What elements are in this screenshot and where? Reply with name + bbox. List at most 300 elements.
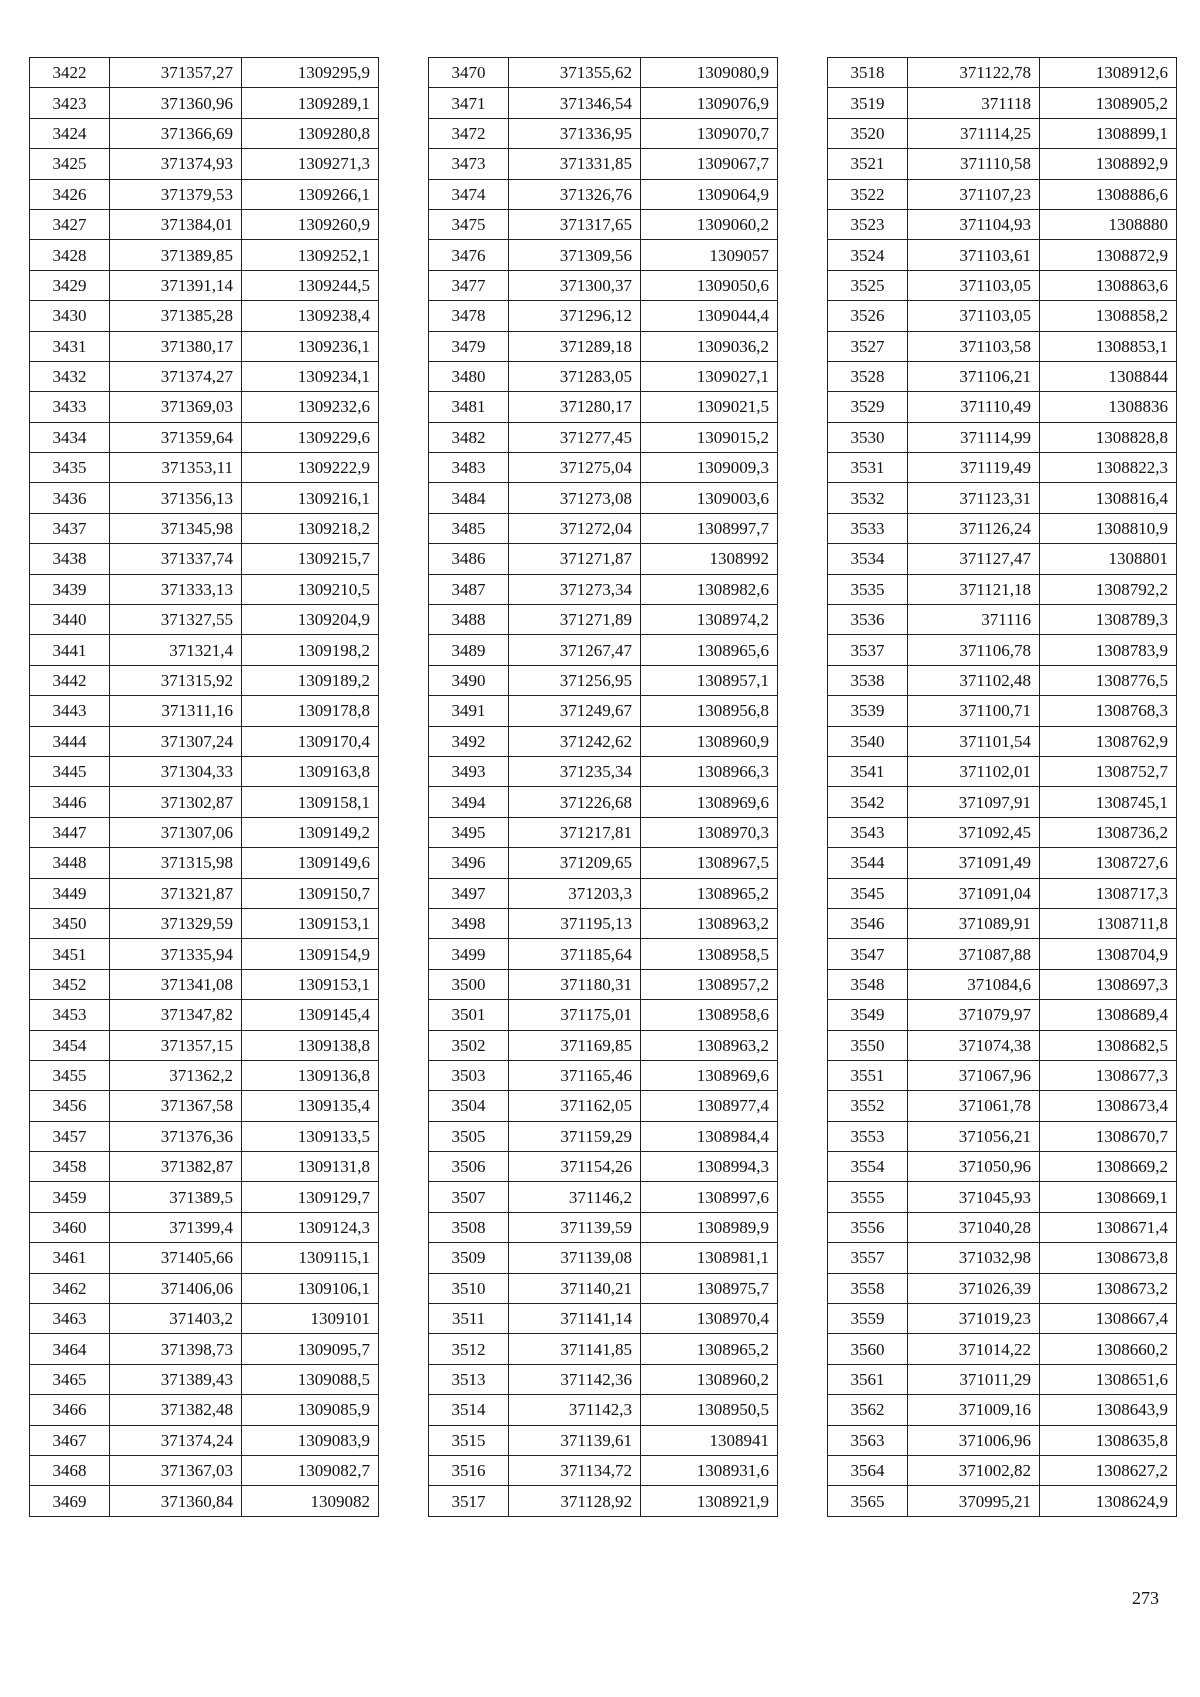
x-coordinate-cell: 371280,17 bbox=[509, 392, 641, 422]
x-coordinate-cell: 371114,99 bbox=[908, 422, 1040, 452]
y-coordinate-cell: 1309082 bbox=[242, 1486, 379, 1516]
table-row bbox=[429, 756, 778, 786]
x-coordinate-cell: 371360,96 bbox=[110, 88, 242, 118]
x-coordinate-cell: 371391,14 bbox=[110, 270, 242, 300]
y-coordinate-cell: 1309149,2 bbox=[242, 817, 379, 847]
x-coordinate-cell: 371159,29 bbox=[509, 1121, 641, 1151]
y-coordinate-cell: 1309222,9 bbox=[242, 453, 379, 483]
y-coordinate-cell: 1308957,1 bbox=[641, 665, 778, 695]
table-row bbox=[30, 908, 379, 938]
point-number-cell: 3529 bbox=[828, 392, 908, 422]
point-number-cell: 3512 bbox=[429, 1334, 509, 1364]
point-number-cell: 3436 bbox=[30, 483, 110, 513]
table-row bbox=[828, 817, 1177, 847]
point-number-cell: 3443 bbox=[30, 696, 110, 726]
x-coordinate-cell: 371249,67 bbox=[509, 696, 641, 726]
x-coordinate-cell: 371050,96 bbox=[908, 1152, 1040, 1182]
y-coordinate-cell: 1309003,6 bbox=[641, 483, 778, 513]
x-coordinate-cell: 371380,17 bbox=[110, 331, 242, 361]
point-number-cell: 3460 bbox=[30, 1212, 110, 1242]
point-number-cell: 3541 bbox=[828, 756, 908, 786]
table-row bbox=[429, 422, 778, 452]
point-number-cell: 3561 bbox=[828, 1364, 908, 1394]
x-coordinate-cell: 371346,54 bbox=[509, 88, 641, 118]
table-row bbox=[828, 483, 1177, 513]
y-coordinate-cell: 1308994,3 bbox=[641, 1152, 778, 1182]
x-coordinate-cell: 371141,85 bbox=[509, 1334, 641, 1364]
point-number-cell: 3509 bbox=[429, 1243, 509, 1273]
point-number-cell: 3491 bbox=[429, 696, 509, 726]
x-coordinate-cell: 371382,87 bbox=[110, 1152, 242, 1182]
x-coordinate-cell: 371104,93 bbox=[908, 209, 1040, 239]
x-coordinate-cell: 371134,72 bbox=[509, 1455, 641, 1485]
y-coordinate-cell: 1309154,9 bbox=[242, 939, 379, 969]
point-number-cell: 3464 bbox=[30, 1334, 110, 1364]
y-coordinate-cell: 1308965,2 bbox=[641, 878, 778, 908]
table-row bbox=[828, 331, 1177, 361]
table-row bbox=[828, 1060, 1177, 1090]
table-row bbox=[30, 149, 379, 179]
point-number-cell: 3473 bbox=[429, 149, 509, 179]
table-row bbox=[429, 696, 778, 726]
point-number-cell: 3546 bbox=[828, 908, 908, 938]
point-number-cell: 3495 bbox=[429, 817, 509, 847]
table-row bbox=[30, 969, 379, 999]
y-coordinate-cell: 1308905,2 bbox=[1040, 88, 1177, 118]
table-row bbox=[828, 179, 1177, 209]
x-coordinate-cell: 371399,4 bbox=[110, 1212, 242, 1242]
table-row bbox=[429, 209, 778, 239]
table-row bbox=[30, 270, 379, 300]
table-row bbox=[429, 88, 778, 118]
x-coordinate-cell: 371379,53 bbox=[110, 179, 242, 209]
table-row bbox=[30, 1182, 379, 1212]
point-number-cell: 3562 bbox=[828, 1395, 908, 1425]
y-coordinate-cell: 1308801 bbox=[1040, 544, 1177, 574]
table-row bbox=[828, 1334, 1177, 1364]
point-number-cell: 3503 bbox=[429, 1060, 509, 1090]
y-coordinate-cell: 1309271,3 bbox=[242, 149, 379, 179]
x-coordinate-cell: 371345,98 bbox=[110, 513, 242, 543]
y-coordinate-cell: 1308673,4 bbox=[1040, 1091, 1177, 1121]
table-row bbox=[429, 939, 778, 969]
point-number-cell: 3524 bbox=[828, 240, 908, 270]
point-number-cell: 3493 bbox=[429, 756, 509, 786]
table-row bbox=[429, 1121, 778, 1151]
table-row bbox=[828, 1182, 1177, 1212]
x-coordinate-cell: 371114,25 bbox=[908, 118, 1040, 148]
y-coordinate-cell: 1308669,1 bbox=[1040, 1182, 1177, 1212]
table-row bbox=[30, 939, 379, 969]
table-row bbox=[429, 1273, 778, 1303]
y-coordinate-cell: 1309036,2 bbox=[641, 331, 778, 361]
table-row bbox=[828, 787, 1177, 817]
table-row bbox=[828, 1243, 1177, 1273]
x-coordinate-cell: 371242,62 bbox=[509, 726, 641, 756]
table-row bbox=[30, 696, 379, 726]
page-number: 273 bbox=[1132, 1588, 1159, 1608]
table-row bbox=[30, 1334, 379, 1364]
point-number-cell: 3531 bbox=[828, 453, 908, 483]
point-number-cell: 3455 bbox=[30, 1060, 110, 1090]
y-coordinate-cell: 1309131,8 bbox=[242, 1152, 379, 1182]
y-coordinate-cell: 1308912,6 bbox=[1040, 58, 1177, 88]
x-coordinate-cell: 371139,61 bbox=[509, 1425, 641, 1455]
table-row bbox=[828, 301, 1177, 331]
point-number-cell: 3554 bbox=[828, 1152, 908, 1182]
x-coordinate-cell: 371110,58 bbox=[908, 149, 1040, 179]
point-number-cell: 3514 bbox=[429, 1395, 509, 1425]
table-row bbox=[828, 118, 1177, 148]
table-row bbox=[30, 817, 379, 847]
y-coordinate-cell: 1309163,8 bbox=[242, 756, 379, 786]
y-coordinate-cell: 1308997,6 bbox=[641, 1182, 778, 1212]
y-coordinate-cell: 1309210,5 bbox=[242, 574, 379, 604]
x-coordinate-cell: 371321,4 bbox=[110, 635, 242, 665]
point-number-cell: 3480 bbox=[429, 361, 509, 391]
table-row bbox=[30, 726, 379, 756]
table-row bbox=[30, 1304, 379, 1334]
point-number-cell: 3428 bbox=[30, 240, 110, 270]
y-coordinate-cell: 1308886,6 bbox=[1040, 179, 1177, 209]
point-number-cell: 3537 bbox=[828, 635, 908, 665]
table-row bbox=[429, 574, 778, 604]
y-coordinate-cell: 1309260,9 bbox=[242, 209, 379, 239]
y-coordinate-cell: 1308783,9 bbox=[1040, 635, 1177, 665]
y-coordinate-cell: 1308977,4 bbox=[641, 1091, 778, 1121]
table-row bbox=[828, 1486, 1177, 1516]
x-coordinate-cell: 371102,01 bbox=[908, 756, 1040, 786]
x-coordinate-cell: 371141,14 bbox=[509, 1304, 641, 1334]
point-number-cell: 3510 bbox=[429, 1273, 509, 1303]
point-number-cell: 3539 bbox=[828, 696, 908, 726]
y-coordinate-cell: 1308899,1 bbox=[1040, 118, 1177, 148]
y-coordinate-cell: 1309129,7 bbox=[242, 1182, 379, 1212]
table-row bbox=[30, 756, 379, 786]
table-row bbox=[429, 878, 778, 908]
y-coordinate-cell: 1309083,9 bbox=[242, 1425, 379, 1455]
x-coordinate-cell: 371165,46 bbox=[509, 1060, 641, 1090]
table-row bbox=[30, 1425, 379, 1455]
x-coordinate-cell: 371011,29 bbox=[908, 1364, 1040, 1394]
table-row bbox=[30, 1486, 379, 1516]
table-row bbox=[828, 1000, 1177, 1030]
y-coordinate-cell: 1308966,3 bbox=[641, 756, 778, 786]
y-coordinate-cell: 1309280,8 bbox=[242, 118, 379, 148]
table-row bbox=[30, 361, 379, 391]
x-coordinate-cell: 371329,59 bbox=[110, 908, 242, 938]
y-coordinate-cell: 1309009,3 bbox=[641, 453, 778, 483]
x-coordinate-cell: 371376,36 bbox=[110, 1121, 242, 1151]
x-coordinate-cell: 371102,48 bbox=[908, 665, 1040, 695]
x-coordinate-cell: 371272,04 bbox=[509, 513, 641, 543]
x-coordinate-cell: 371084,6 bbox=[908, 969, 1040, 999]
x-coordinate-cell: 371403,2 bbox=[110, 1304, 242, 1334]
table-row bbox=[30, 331, 379, 361]
table-row bbox=[828, 605, 1177, 635]
point-number-cell: 3523 bbox=[828, 209, 908, 239]
point-number-cell: 3490 bbox=[429, 665, 509, 695]
table-row bbox=[429, 1455, 778, 1485]
y-coordinate-cell: 1308958,6 bbox=[641, 1000, 778, 1030]
x-coordinate-cell: 371341,08 bbox=[110, 969, 242, 999]
y-coordinate-cell: 1308677,3 bbox=[1040, 1060, 1177, 1090]
point-number-cell: 3471 bbox=[429, 88, 509, 118]
y-coordinate-cell: 1309218,2 bbox=[242, 513, 379, 543]
y-coordinate-cell: 1309085,9 bbox=[242, 1395, 379, 1425]
y-coordinate-cell: 1308697,3 bbox=[1040, 969, 1177, 999]
table-row bbox=[828, 969, 1177, 999]
y-coordinate-cell: 1308974,2 bbox=[641, 605, 778, 635]
y-coordinate-cell: 1308673,8 bbox=[1040, 1243, 1177, 1273]
point-number-cell: 3488 bbox=[429, 605, 509, 635]
x-coordinate-cell: 371360,84 bbox=[110, 1486, 242, 1516]
table-row bbox=[828, 574, 1177, 604]
y-coordinate-cell: 1308667,4 bbox=[1040, 1304, 1177, 1334]
y-coordinate-cell: 1309178,8 bbox=[242, 696, 379, 726]
table-row bbox=[828, 513, 1177, 543]
y-coordinate-cell: 1308689,4 bbox=[1040, 1000, 1177, 1030]
x-coordinate-cell: 371389,43 bbox=[110, 1364, 242, 1394]
table-row bbox=[30, 1273, 379, 1303]
table-row bbox=[828, 1152, 1177, 1182]
point-number-cell: 3526 bbox=[828, 301, 908, 331]
x-coordinate-cell: 371353,11 bbox=[110, 453, 242, 483]
y-coordinate-cell: 1308992 bbox=[641, 544, 778, 574]
point-number-cell: 3423 bbox=[30, 88, 110, 118]
x-coordinate-cell: 371106,78 bbox=[908, 635, 1040, 665]
table-row bbox=[828, 756, 1177, 786]
table-row bbox=[30, 1364, 379, 1394]
y-coordinate-cell: 1308670,7 bbox=[1040, 1121, 1177, 1151]
y-coordinate-cell: 1308963,2 bbox=[641, 908, 778, 938]
x-coordinate-cell: 371126,24 bbox=[908, 513, 1040, 543]
x-coordinate-cell: 371091,04 bbox=[908, 878, 1040, 908]
y-coordinate-cell: 1308969,6 bbox=[641, 1060, 778, 1090]
point-number-cell: 3472 bbox=[429, 118, 509, 148]
y-coordinate-cell: 1309057 bbox=[641, 240, 778, 270]
x-coordinate-cell: 371079,97 bbox=[908, 1000, 1040, 1030]
x-coordinate-cell: 371347,82 bbox=[110, 1000, 242, 1030]
y-coordinate-cell: 1309015,2 bbox=[641, 422, 778, 452]
point-number-cell: 3543 bbox=[828, 817, 908, 847]
point-number-cell: 3533 bbox=[828, 513, 908, 543]
x-coordinate-cell: 371359,64 bbox=[110, 422, 242, 452]
x-coordinate-cell: 371026,39 bbox=[908, 1273, 1040, 1303]
y-coordinate-cell: 1309229,6 bbox=[242, 422, 379, 452]
x-coordinate-cell: 371139,59 bbox=[509, 1212, 641, 1242]
y-coordinate-cell: 1309136,8 bbox=[242, 1060, 379, 1090]
table-row bbox=[429, 635, 778, 665]
point-number-cell: 3482 bbox=[429, 422, 509, 452]
table-row bbox=[828, 88, 1177, 118]
point-number-cell: 3427 bbox=[30, 209, 110, 239]
x-coordinate-cell: 371277,45 bbox=[509, 422, 641, 452]
x-coordinate-cell: 371385,28 bbox=[110, 301, 242, 331]
x-coordinate-cell: 371356,13 bbox=[110, 483, 242, 513]
point-number-cell: 3496 bbox=[429, 848, 509, 878]
y-coordinate-cell: 1308711,8 bbox=[1040, 908, 1177, 938]
table-row bbox=[828, 635, 1177, 665]
table-row bbox=[828, 1091, 1177, 1121]
table-row bbox=[429, 848, 778, 878]
table-row bbox=[30, 179, 379, 209]
table-row bbox=[30, 483, 379, 513]
table-row bbox=[429, 1030, 778, 1060]
x-coordinate-cell: 371267,47 bbox=[509, 635, 641, 665]
y-coordinate-cell: 1308982,6 bbox=[641, 574, 778, 604]
y-coordinate-cell: 1308627,2 bbox=[1040, 1455, 1177, 1485]
y-coordinate-cell: 1309070,7 bbox=[641, 118, 778, 148]
point-number-cell: 3511 bbox=[429, 1304, 509, 1334]
x-coordinate-cell: 371336,95 bbox=[509, 118, 641, 148]
y-coordinate-cell: 1308828,8 bbox=[1040, 422, 1177, 452]
table-row bbox=[429, 1334, 778, 1364]
y-coordinate-cell: 1308892,9 bbox=[1040, 149, 1177, 179]
y-coordinate-cell: 1309060,2 bbox=[641, 209, 778, 239]
point-number-cell: 3462 bbox=[30, 1273, 110, 1303]
point-number-cell: 3454 bbox=[30, 1030, 110, 1060]
y-coordinate-cell: 1308704,9 bbox=[1040, 939, 1177, 969]
y-coordinate-cell: 1308863,6 bbox=[1040, 270, 1177, 300]
x-coordinate-cell: 371355,62 bbox=[509, 58, 641, 88]
point-number-cell: 3505 bbox=[429, 1121, 509, 1151]
table-row bbox=[828, 726, 1177, 756]
point-number-cell: 3434 bbox=[30, 422, 110, 452]
point-number-cell: 3429 bbox=[30, 270, 110, 300]
point-number-cell: 3513 bbox=[429, 1364, 509, 1394]
y-coordinate-cell: 1308956,8 bbox=[641, 696, 778, 726]
table-row bbox=[429, 1364, 778, 1394]
table-row bbox=[429, 179, 778, 209]
y-coordinate-cell: 1309080,9 bbox=[641, 58, 778, 88]
x-coordinate-cell: 371326,76 bbox=[509, 179, 641, 209]
y-coordinate-cell: 1309266,1 bbox=[242, 179, 379, 209]
x-coordinate-cell: 371106,21 bbox=[908, 361, 1040, 391]
table-row bbox=[429, 1182, 778, 1212]
point-number-cell: 3550 bbox=[828, 1030, 908, 1060]
x-coordinate-cell: 371175,01 bbox=[509, 1000, 641, 1030]
point-number-cell: 3463 bbox=[30, 1304, 110, 1334]
point-number-cell: 3432 bbox=[30, 361, 110, 391]
table-row bbox=[30, 1455, 379, 1485]
point-number-cell: 3446 bbox=[30, 787, 110, 817]
y-coordinate-cell: 1309135,4 bbox=[242, 1091, 379, 1121]
table-row bbox=[429, 817, 778, 847]
x-coordinate-cell: 371315,98 bbox=[110, 848, 242, 878]
y-coordinate-cell: 1308969,6 bbox=[641, 787, 778, 817]
y-coordinate-cell: 1309189,2 bbox=[242, 665, 379, 695]
y-coordinate-cell: 1309252,1 bbox=[242, 240, 379, 270]
x-coordinate-cell: 371119,49 bbox=[908, 453, 1040, 483]
y-coordinate-cell: 1308960,2 bbox=[641, 1364, 778, 1394]
x-coordinate-cell: 371275,04 bbox=[509, 453, 641, 483]
x-coordinate-cell: 371122,78 bbox=[908, 58, 1040, 88]
table-row bbox=[828, 149, 1177, 179]
x-coordinate-cell: 371103,61 bbox=[908, 240, 1040, 270]
table-row bbox=[429, 544, 778, 574]
point-number-cell: 3530 bbox=[828, 422, 908, 452]
table-row bbox=[828, 1030, 1177, 1060]
point-number-cell: 3430 bbox=[30, 301, 110, 331]
table-row bbox=[30, 58, 379, 88]
point-number-cell: 3448 bbox=[30, 848, 110, 878]
y-coordinate-cell: 1308989,9 bbox=[641, 1212, 778, 1242]
point-number-cell: 3497 bbox=[429, 878, 509, 908]
table-row bbox=[828, 58, 1177, 88]
y-coordinate-cell: 1308776,5 bbox=[1040, 665, 1177, 695]
point-number-cell: 3470 bbox=[429, 58, 509, 88]
y-coordinate-cell: 1308717,3 bbox=[1040, 878, 1177, 908]
table-row bbox=[30, 1121, 379, 1151]
table-row bbox=[30, 787, 379, 817]
y-coordinate-cell: 1308673,2 bbox=[1040, 1273, 1177, 1303]
point-number-cell: 3535 bbox=[828, 574, 908, 604]
table-row bbox=[30, 513, 379, 543]
table-row bbox=[30, 1152, 379, 1182]
x-coordinate-cell: 371304,33 bbox=[110, 756, 242, 786]
x-coordinate-cell: 371296,12 bbox=[509, 301, 641, 331]
point-number-cell: 3563 bbox=[828, 1425, 908, 1455]
y-coordinate-cell: 1308844 bbox=[1040, 361, 1177, 391]
table-row bbox=[30, 1091, 379, 1121]
y-coordinate-cell: 1308975,7 bbox=[641, 1273, 778, 1303]
table-row bbox=[30, 665, 379, 695]
point-number-cell: 3483 bbox=[429, 453, 509, 483]
x-coordinate-cell: 371357,27 bbox=[110, 58, 242, 88]
table-row bbox=[828, 1304, 1177, 1334]
point-number-cell: 3437 bbox=[30, 513, 110, 543]
x-coordinate-cell: 371209,65 bbox=[509, 848, 641, 878]
table-row bbox=[30, 240, 379, 270]
point-number-cell: 3449 bbox=[30, 878, 110, 908]
y-coordinate-cell: 1309204,9 bbox=[242, 605, 379, 635]
y-coordinate-cell: 1309236,1 bbox=[242, 331, 379, 361]
point-number-cell: 3565 bbox=[828, 1486, 908, 1516]
y-coordinate-cell: 1308624,9 bbox=[1040, 1486, 1177, 1516]
table-row bbox=[828, 696, 1177, 726]
y-coordinate-cell: 1308810,9 bbox=[1040, 513, 1177, 543]
table-row bbox=[429, 1304, 778, 1334]
point-number-cell: 3553 bbox=[828, 1121, 908, 1151]
x-coordinate-cell: 371100,71 bbox=[908, 696, 1040, 726]
y-coordinate-cell: 1308745,1 bbox=[1040, 787, 1177, 817]
x-coordinate-cell: 371217,81 bbox=[509, 817, 641, 847]
point-number-cell: 3485 bbox=[429, 513, 509, 543]
table-row bbox=[429, 1000, 778, 1030]
y-coordinate-cell: 1309295,9 bbox=[242, 58, 379, 88]
point-number-cell: 3545 bbox=[828, 878, 908, 908]
x-coordinate-cell: 371195,13 bbox=[509, 908, 641, 938]
table-row bbox=[429, 361, 778, 391]
x-coordinate-cell: 371335,94 bbox=[110, 939, 242, 969]
point-number-cell: 3487 bbox=[429, 574, 509, 604]
x-coordinate-cell: 371032,98 bbox=[908, 1243, 1040, 1273]
table-row bbox=[429, 301, 778, 331]
y-coordinate-cell: 1309133,5 bbox=[242, 1121, 379, 1151]
x-coordinate-cell: 371333,13 bbox=[110, 574, 242, 604]
y-coordinate-cell: 1308651,6 bbox=[1040, 1364, 1177, 1394]
table-row bbox=[429, 1243, 778, 1273]
point-number-cell: 3521 bbox=[828, 149, 908, 179]
x-coordinate-cell: 371362,2 bbox=[110, 1060, 242, 1090]
x-coordinate-cell: 371374,93 bbox=[110, 149, 242, 179]
table-row bbox=[828, 1273, 1177, 1303]
table-row bbox=[828, 270, 1177, 300]
y-coordinate-cell: 1308967,5 bbox=[641, 848, 778, 878]
point-number-cell: 3528 bbox=[828, 361, 908, 391]
x-coordinate-cell: 371118 bbox=[908, 88, 1040, 118]
